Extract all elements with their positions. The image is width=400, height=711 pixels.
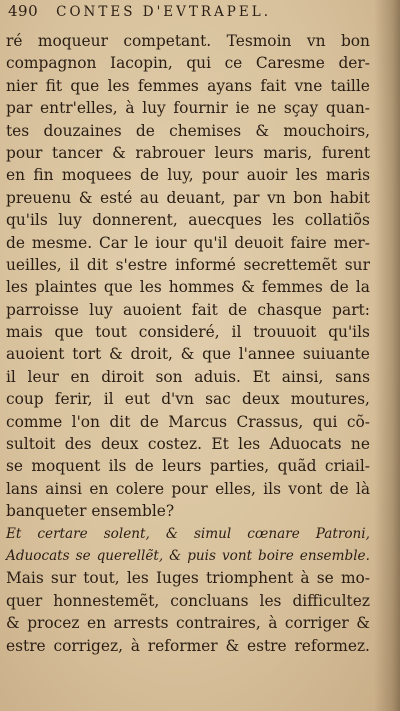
text-line: compagnon Iacopin, qui ce Caresme der- [6, 54, 370, 73]
text-line: coup ferir, il eut d'vn sac deux moutures, [6, 390, 370, 409]
running-head: CONTES D'EVTRAPEL. [56, 4, 272, 20]
text-line: sultoit des deux costez. Et les Aduocats ne [6, 435, 370, 454]
text-line: lans ainsi en colere pour elles, ils vont de là [6, 479, 370, 498]
text-line: comme l'on dit de Marcus Crassus, qui cõ- [6, 412, 370, 431]
text-line: les plaintes que les hommes & femmes de la [6, 278, 370, 297]
page-body-text [6, 30, 370, 657]
text-line: auoient tort & droit, & que l'annee suiuante [6, 345, 370, 364]
text-line: ré moqueur competant. Tesmoin vn bon [6, 32, 370, 50]
page-number: 490 [8, 2, 39, 20]
text-line: en fin moquees de luy, pour auoir les maris [6, 166, 370, 185]
text-line: preuenu & esté au deuant, par vn bon habit [6, 188, 370, 207]
text-line: mais que tout consideré, il trouuoit qu'ils [6, 323, 370, 342]
text-line: Aduocats se querellẽt, & puis vont boire ensemble. [6, 547, 370, 564]
text-line: parroisse luy auoient fait de chasque part: [6, 300, 370, 319]
text-line: se moquent ils de leurs parties, quãd criail- [6, 457, 370, 476]
text-line: nier fit que les femmes ayans fait vne taille [6, 76, 370, 95]
text-line: pour tancer & rabrouer leurs maris, furent [6, 143, 370, 162]
text-line: par entr'elles, à luy fournir ie ne sçay quan- [6, 99, 370, 118]
text-line: Mais sur tout, les Iuges triomphent à se mo- [6, 569, 370, 588]
text-line: banqueter ensemble? [6, 502, 175, 521]
text-line: de mesme. Car le iour qu'il deuoit faire mer- [6, 233, 370, 252]
page-gutter-shadow [374, 0, 400, 711]
text-line: & procez en arrests contraires, à corriger & [6, 614, 370, 633]
text-line: qu'ils luy donnerent, auecques les collatiõs [6, 211, 370, 230]
page-header [8, 2, 368, 24]
text-line: il leur en diroit son aduis. Et ainsi, sans [6, 367, 370, 386]
text-line: ueilles, il dit s'estre informé secrettemẽt sur [6, 255, 370, 274]
text-line: Et certare solent, & simul cœnare Patroni, [6, 525, 370, 542]
text-line: tes douzaines de chemises & mouchoirs, [6, 121, 370, 140]
text-line: estre corrigez, à reformer & estre reformez. [6, 636, 370, 655]
text-line: quer honnestemẽt, concluans les difficultez [6, 591, 370, 610]
